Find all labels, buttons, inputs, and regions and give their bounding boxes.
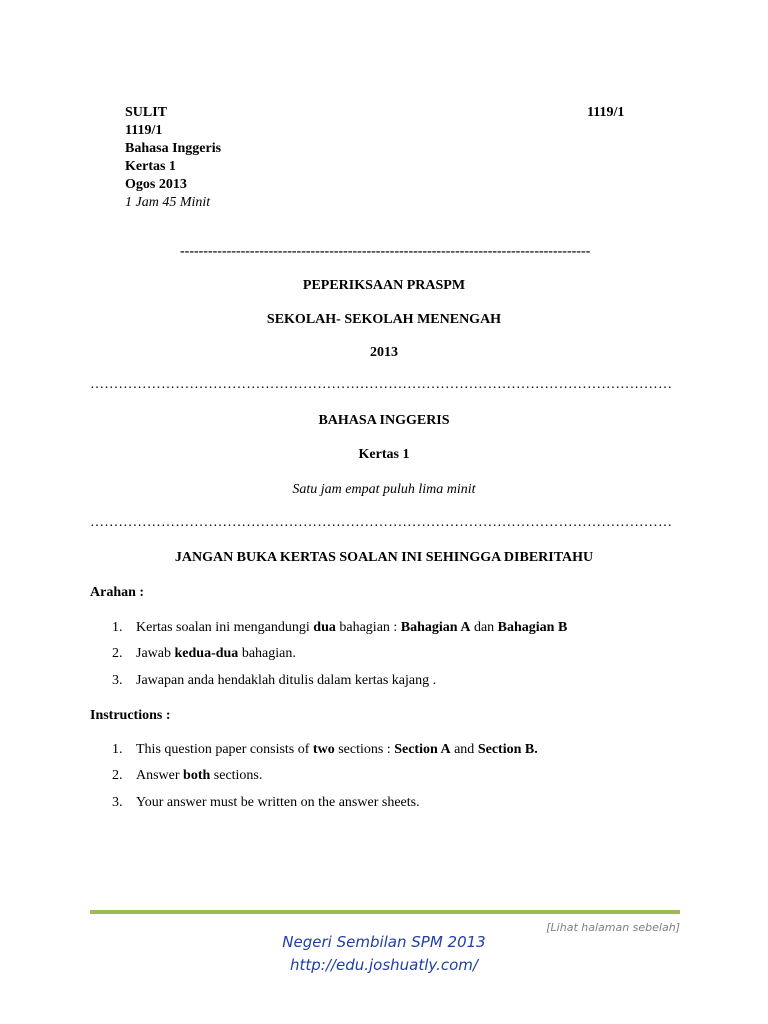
date-label: Ogos 2013 [125, 177, 187, 192]
exam-subtitle: SEKOLAH- SEKOLAH MENENGAH [266, 312, 502, 327]
arahan-label: Arahan : [90, 585, 145, 600]
subject-label: Bahasa Inggeris [125, 141, 222, 156]
warning-text: JANGAN BUKA KERTAS SOALAN INI SEHINGGA DIBERITAHU [174, 550, 594, 565]
subject-name: BAHASA INGGERIS [318, 413, 450, 428]
arahan-item-1: 1. Kertas soalan ini mengandungi dua bahagian : Bahagian A dan Bahagian B [112, 620, 568, 635]
instructions-item-2: 2. Answer both sections. [112, 768, 263, 783]
exam-year: 2013 [370, 345, 398, 360]
instructions-label: Instructions : [90, 708, 171, 723]
header-info [125, 104, 221, 212]
dashed-separator: ---------------------------------------------------------------------------------------- [180, 244, 591, 259]
footer-brand-title: Negeri Sembilan SPM 2013 [282, 933, 486, 951]
subject-paper: Kertas 1 [358, 447, 410, 462]
paper-code: 1119/1 [125, 123, 163, 138]
dotted-rule-bottom: …………………………………………………………………………………………………………… [90, 515, 673, 530]
instructions-item-1: 1. This question paper consists of two sections : Section A and Section B. [112, 742, 538, 757]
dotted-rule-top: …………………………………………………………………………………………………………… [90, 377, 673, 392]
arahan-item-3: 3. Jawapan anda hendaklah ditulis dalam kertas kajang . [112, 673, 437, 688]
instructions-item-3: 3. Your answer must be written on the answer sheets. [112, 795, 420, 810]
header-code-right: 1119/1 [587, 105, 625, 120]
footer-brand-url[interactable]: http://edu.joshuatly.com/ [290, 956, 478, 974]
next-page-note: [Lihat halaman sebelah] [546, 921, 680, 934]
sulit-label: SULIT [125, 105, 168, 120]
subject-duration: Satu jam empat puluh lima minit [292, 482, 476, 497]
paper-label: Kertas 1 [125, 159, 176, 174]
exam-title: PEPERIKSAAN PRASPM [302, 278, 466, 293]
footer-rule [90, 910, 680, 914]
duration-label: 1 Jam 45 Minit [125, 195, 211, 210]
arahan-item-2: 2. Jawab kedua-dua bahagian. [112, 646, 296, 661]
